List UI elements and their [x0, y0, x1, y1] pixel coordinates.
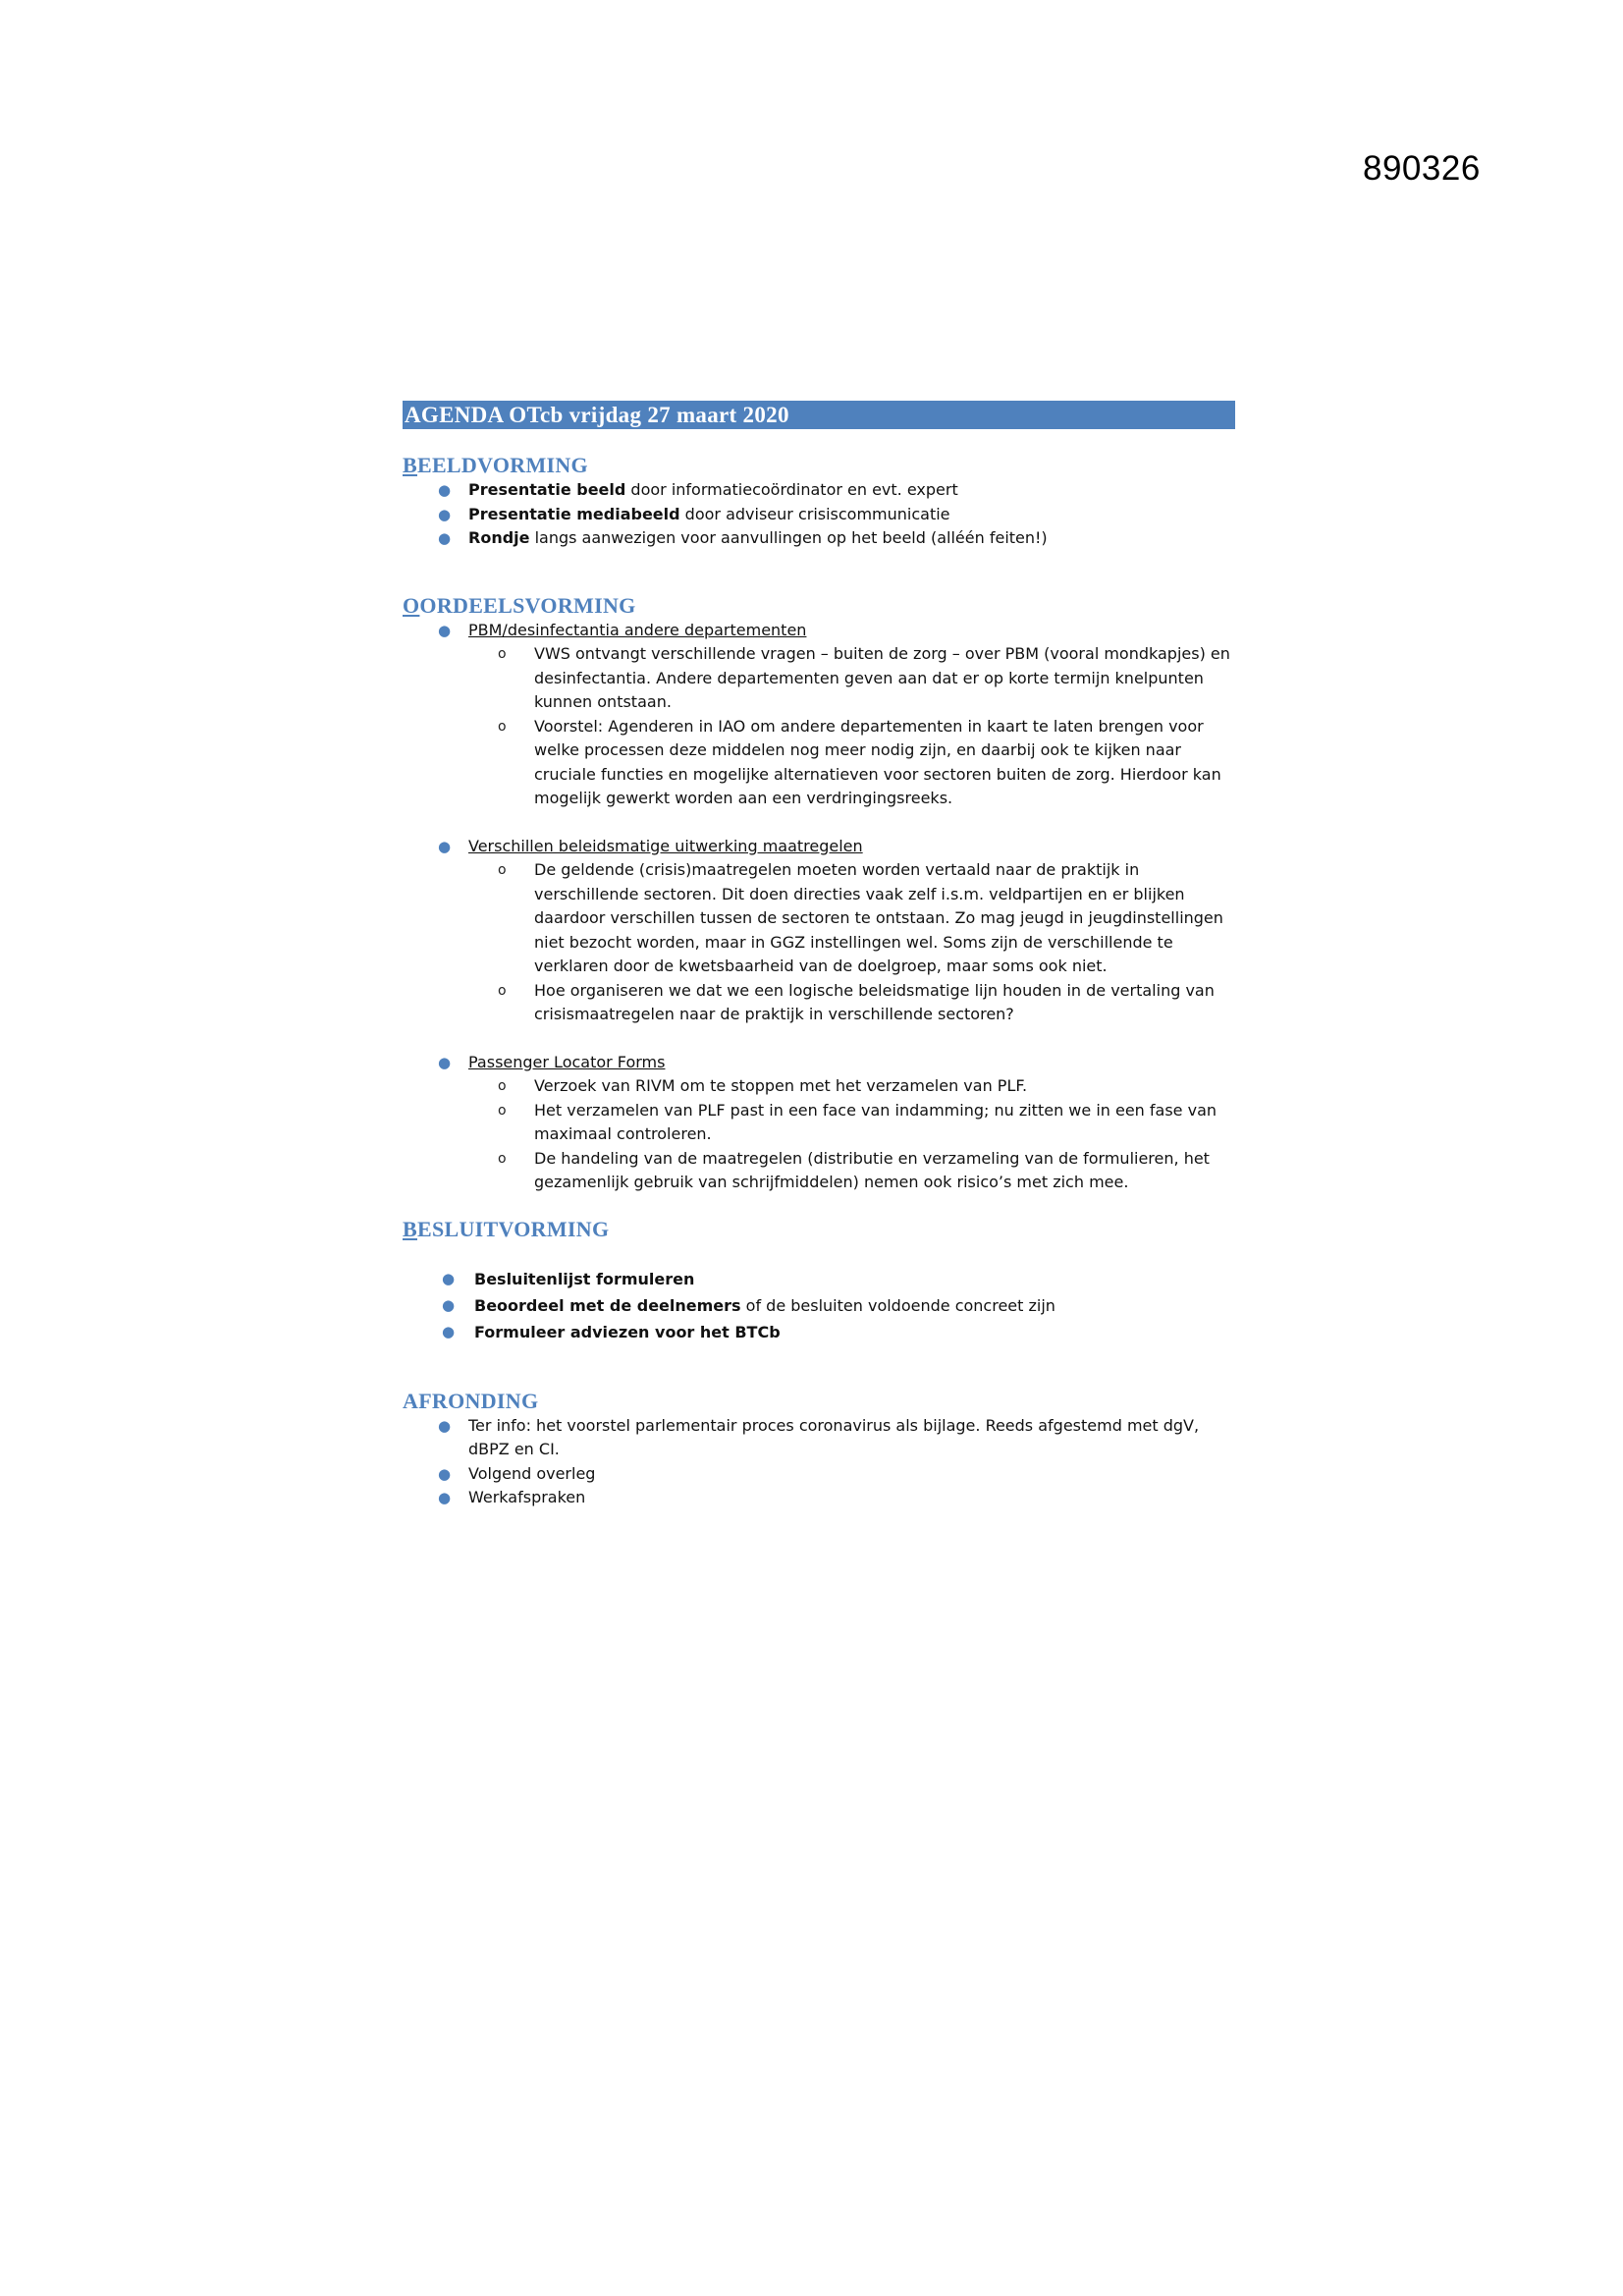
- section-oordeelsvorming: [403, 593, 1235, 1195]
- topic-title: PBM/desinfectantia andere departementen: [468, 620, 807, 639]
- topic-points: [468, 1074, 1235, 1195]
- section-heading-besluitvorming: BESLUITVORMING: [403, 1216, 610, 1241]
- bullet-icon: ●: [438, 1489, 452, 1506]
- hollow-circle-icon: o: [498, 646, 507, 662]
- oordeelsvorming-topics: [403, 619, 1235, 1195]
- list-item: ● Ter info: het voorstel parlementair proces coronavirus als bijlage. Reeds afgestemd met dgV, dBPZ en CI.: [438, 1415, 1200, 1458]
- list-item: o De geldende (crisis)maatregelen moeten worden vertaald naar de praktijk in verschillende sectoren. Dit doen directies vaak zelf i.s.m. veldpartijen en er blijken daardoor verschillen tussen de sectoren te ontstaan. Zo mag jeugd in jeugdinstellingen niet bezocht worden, maar in GGZ instellingen wel. Soms zijn de verschillende te verklaren door de kwetsbaarheid van de doelgroep, maar soms ook niet.: [498, 860, 1223, 975]
- agenda-page: [403, 401, 1235, 1510]
- hollow-circle-icon: o: [498, 982, 507, 999]
- besluitvorming-list: [403, 1266, 1235, 1345]
- section-heading-beeldvorming: BEELDVORMING: [403, 453, 588, 477]
- hollow-circle-icon: o: [498, 718, 507, 735]
- bullet-icon: ●: [442, 1322, 456, 1340]
- hollow-circle-icon: o: [498, 1078, 507, 1094]
- hollow-circle-icon: o: [498, 862, 507, 878]
- bullet-icon: ●: [438, 837, 452, 855]
- section-beeldvorming: [403, 453, 1235, 551]
- list-item: o VWS ontvangt verschillende vragen – buiten de zorg – over PBM (vooral mondkapjes) en desinfectantia. Andere departementen geven aan dat er op korte termijn knelpunten kunnen ontstaan.: [498, 644, 1230, 711]
- topic-points: [468, 642, 1235, 811]
- topic-title: Verschillen beleidsmatige uitwerking maatregelen: [468, 836, 863, 855]
- list-item: o Verzoek van RIVM om te stoppen met het verzamelen van PLF.: [468, 1074, 1235, 1099]
- bullet-icon: ●: [442, 1269, 456, 1287]
- section-afronding: [403, 1389, 1235, 1510]
- list-item: o Hoe organiseren we dat we een logische beleidsmatige lijn houden in de vertaling van crisismaatregelen naar de praktijk in verschillende sectoren?: [498, 980, 1215, 1023]
- document-number: 890326: [1363, 149, 1481, 188]
- section-besluitvorming: [403, 1217, 1235, 1345]
- list-item: o De handeling van de maatregelen (distributie en verzameling van de formulieren, het gezamenlijk gebruik van schrijfmiddelen) nemen ook risico’s met zich mee.: [498, 1148, 1210, 1191]
- list-item: ● Volgend overleg: [403, 1462, 1235, 1487]
- bullet-icon: ●: [438, 1464, 452, 1483]
- topic-pbm: [403, 619, 1235, 811]
- bullet-icon: ●: [438, 621, 452, 639]
- section-heading-afronding: AFRONDING: [403, 1388, 539, 1413]
- list-item: ● Beoordeel met de deelnemers of de besluiten voldoende concreet zijn: [403, 1292, 1235, 1319]
- beeldvorming-list: [403, 478, 1235, 551]
- topic-plf: [403, 1051, 1235, 1195]
- topic-title: Passenger Locator Forms: [468, 1052, 666, 1071]
- list-item: ● Werkafspraken: [403, 1486, 1235, 1510]
- list-item: ● Presentatie beeld door informatiecoördinator en evt. expert: [403, 478, 1235, 503]
- bullet-icon: ●: [438, 481, 452, 499]
- list-item: ● Rondje langs aanwezigen voor aanvullingen op het beeld (alléén feiten!): [403, 526, 1235, 551]
- topic-verschillen: [403, 835, 1235, 1027]
- bullet-icon: ●: [438, 1416, 452, 1435]
- agenda-title-banner: AGENDA OTcb vrijdag 27 maart 2020: [403, 401, 1235, 429]
- list-item: ● Formuleer adviezen voor het BTCb: [403, 1319, 1235, 1345]
- bullet-icon: ●: [438, 529, 452, 547]
- section-heading-oordeelsvorming: OORDEELSVORMING: [403, 592, 636, 618]
- topic-points: [468, 858, 1235, 1027]
- list-item: o Voorstel: Agenderen in IAO om andere departementen in kaart te laten brengen voor welke processen deze middelen nog meer nodig zijn, en daarbij ook te kijken naar cruciale functies en mogelijke alternatieven voor sectoren buiten de zorg. Hierdoor kan mogelijk gewerkt worden aan een verdringingsreeks.: [498, 716, 1221, 807]
- hollow-circle-icon: o: [498, 1102, 507, 1119]
- list-item: ● Besluitenlijst formuleren: [403, 1266, 1235, 1292]
- hollow-circle-icon: o: [498, 1150, 507, 1167]
- bullet-icon: ●: [442, 1295, 456, 1314]
- list-item: ● Presentatie mediabeeld door adviseur crisiscommunicatie: [403, 503, 1235, 527]
- list-item: o Het verzamelen van PLF past in een face van indamming; nu zitten we in een fase van maximaal controleren.: [498, 1100, 1217, 1143]
- afronding-list: [403, 1414, 1235, 1510]
- bullet-icon: ●: [438, 1053, 452, 1071]
- bullet-icon: ●: [438, 505, 452, 523]
